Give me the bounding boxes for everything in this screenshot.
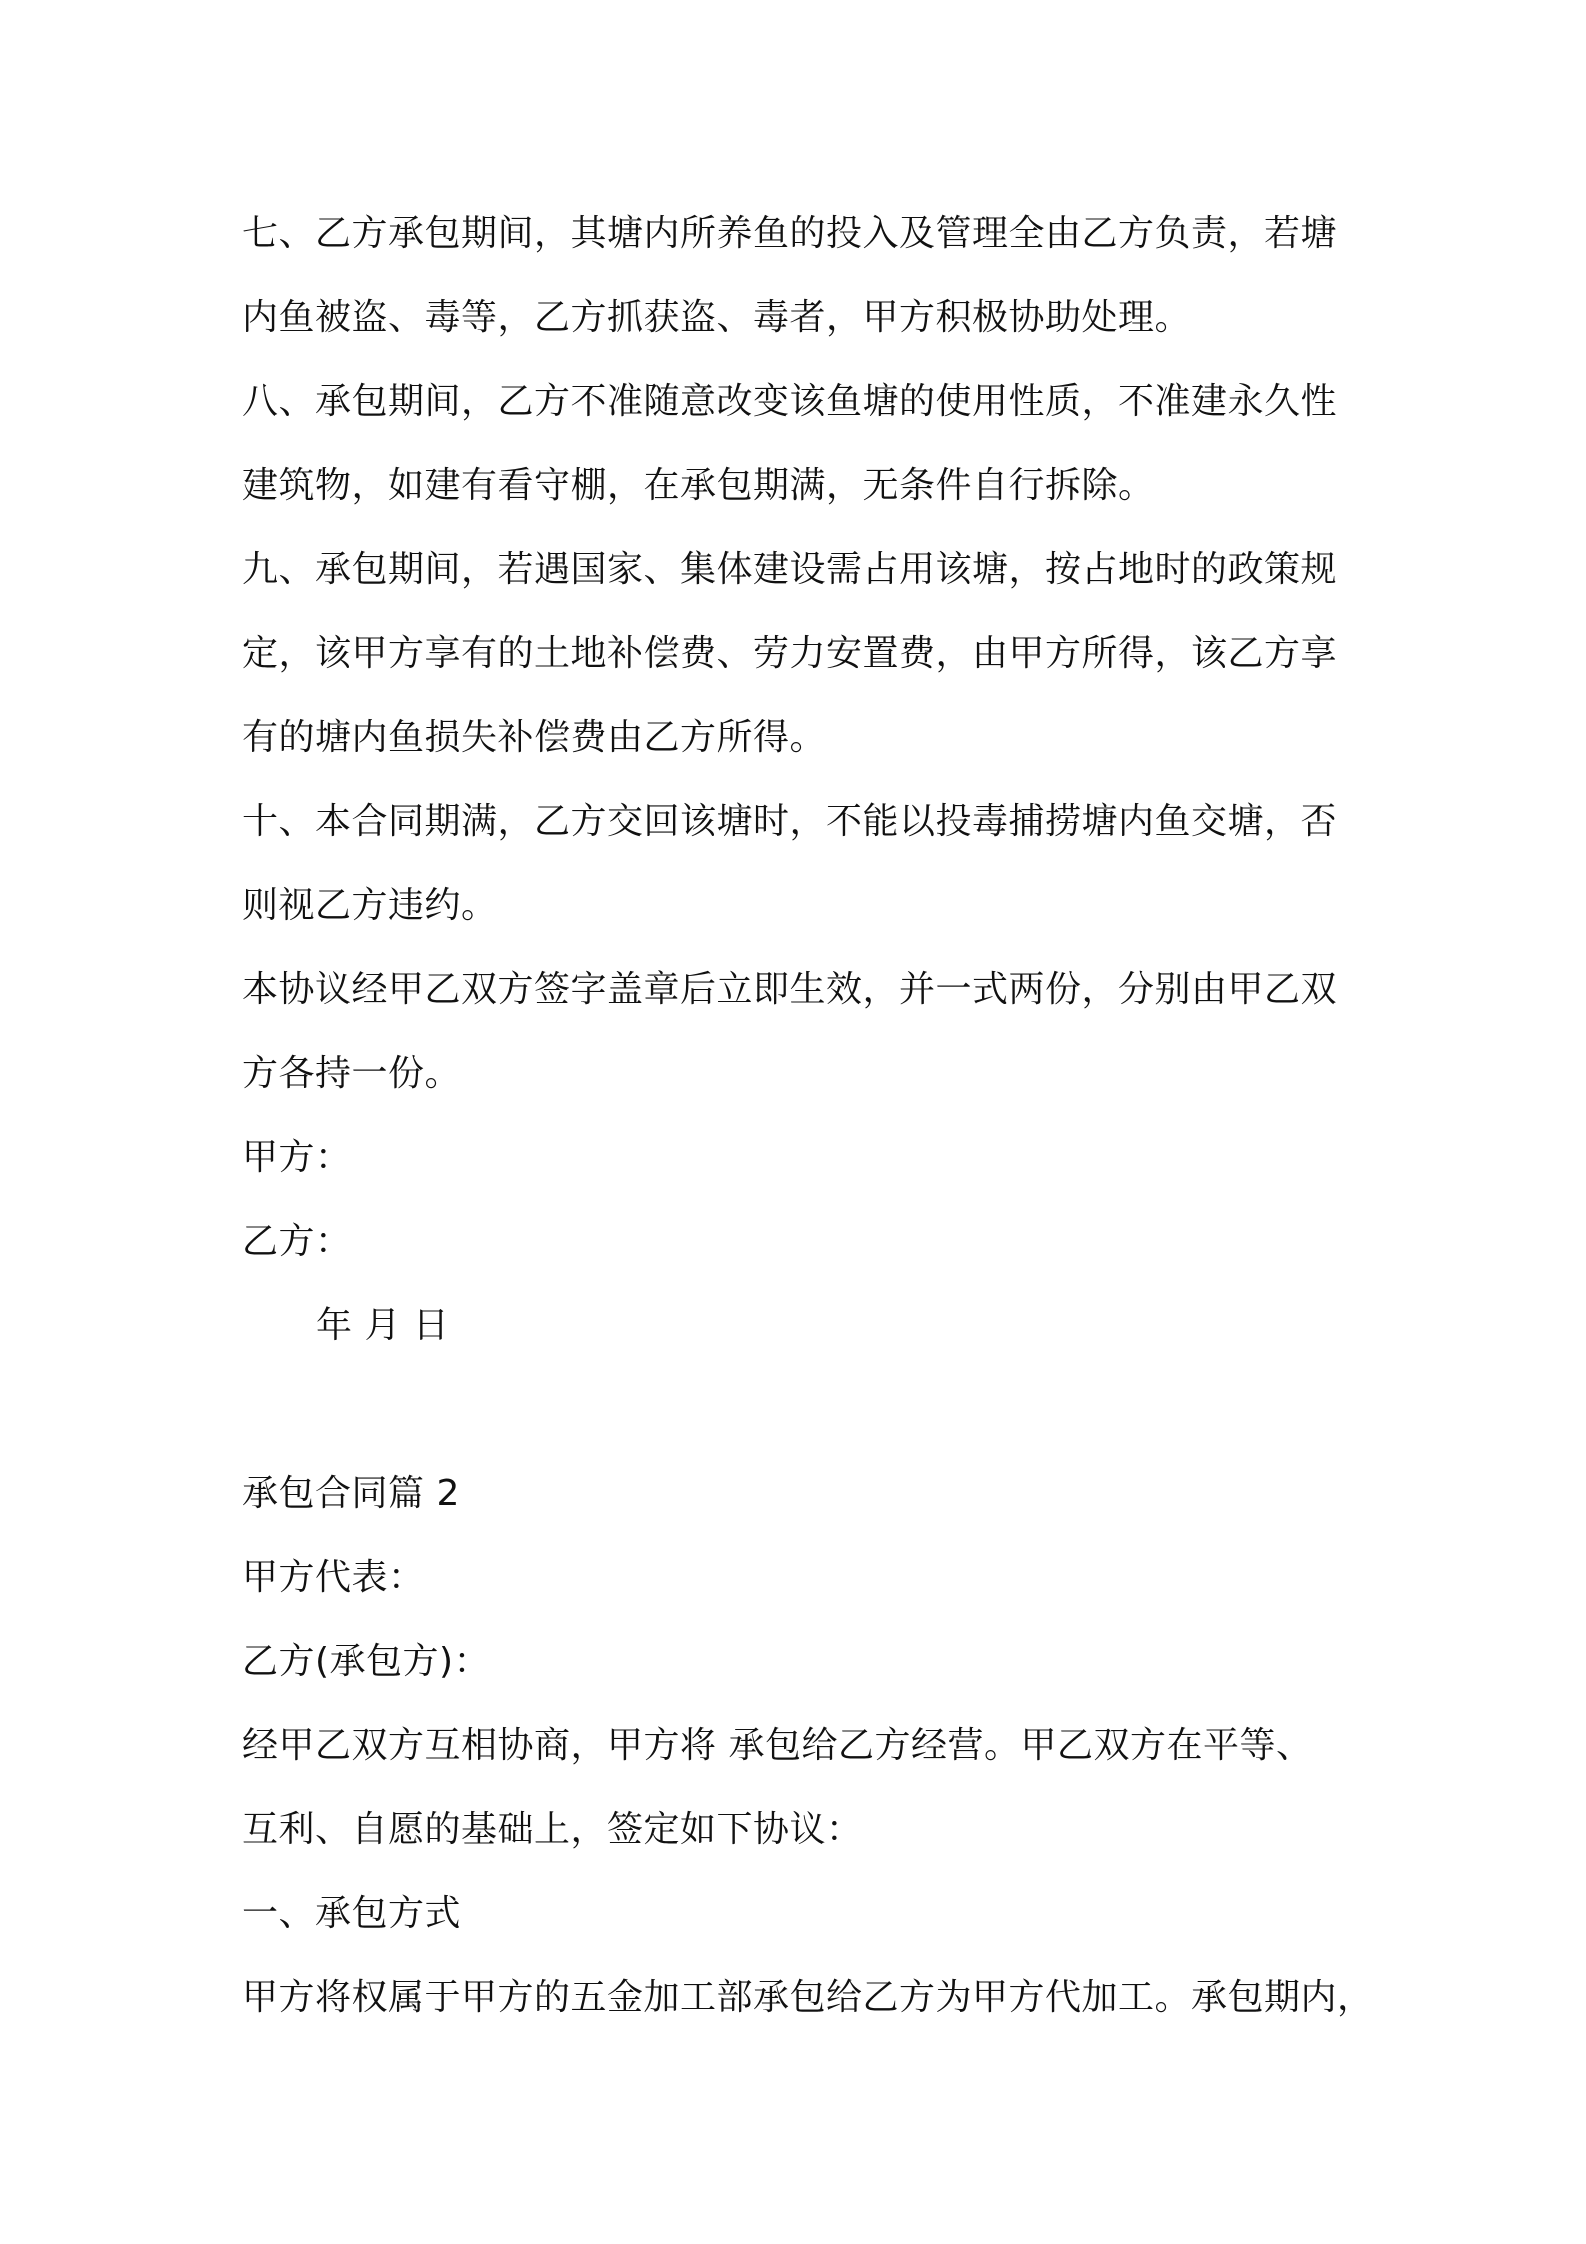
clause-8-line-1: 八、承包期间，乙方不准随意改变该鱼塘的使用性质，不准建永久性	[242, 381, 1338, 422]
clause-7-line-1: 七、乙方承包期间，其塘内所养鱼的投入及管理全由乙方负责，若塘	[242, 213, 1338, 254]
signature-date: 年 月 日	[316, 1305, 450, 1346]
agreement-intro-line-1: 经甲乙双方互相协商，甲方将 承包给乙方经营。甲乙双方在平等、	[242, 1725, 1313, 1766]
effect-clause-line-2: 方各持一份。	[242, 1053, 462, 1094]
clause-9-line-3: 有的塘内鱼损失补偿费由乙方所得。	[242, 717, 827, 758]
clause-10-line-2: 则视乙方违约。	[242, 885, 498, 926]
clause-10-line-1: 十、本合同期满，乙方交回该塘时，不能以投毒捕捞塘内鱼交塘，否	[242, 801, 1338, 842]
party-a-signature-label: 甲方：	[242, 1137, 352, 1178]
clause-8-line-2: 建筑物，如建有看守棚，在承包期满，无条件自行拆除。	[242, 465, 1155, 506]
clause-9-line-2: 定，该甲方享有的土地补偿费、劳力安置费，由甲方所得，该乙方享	[242, 633, 1338, 674]
document-body	[242, 192, 1374, 2040]
agreement-intro-line-2: 互利、自愿的基础上，签定如下协议：	[242, 1809, 863, 1850]
contract-method-line-1: 甲方将权属于甲方的五金加工部承包给乙方为甲方代加工。承包期内，	[242, 1977, 1374, 2018]
clause-9-line-1: 九、承包期间，若遇国家、集体建设需占用该塘，按占地时的政策规	[242, 549, 1338, 590]
section-title: 承包合同篇 2	[242, 1473, 460, 1514]
section-spacer	[242, 1368, 1362, 1452]
party-b-signature-label: 乙方：	[242, 1221, 352, 1262]
effect-clause-line-1: 本协议经甲乙双方签字盖章后立即生效，并一式两份，分别由甲乙双	[242, 969, 1338, 1010]
party-b-contractor-label: 乙方(承包方)：	[242, 1641, 491, 1682]
heading-contract-method: 一、承包方式	[242, 1893, 462, 1934]
clause-7-line-2: 内鱼被盗、毒等，乙方抓获盗、毒者，甲方积极协助处理。	[242, 297, 1192, 338]
party-a-representative-label: 甲方代表：	[242, 1557, 425, 1598]
